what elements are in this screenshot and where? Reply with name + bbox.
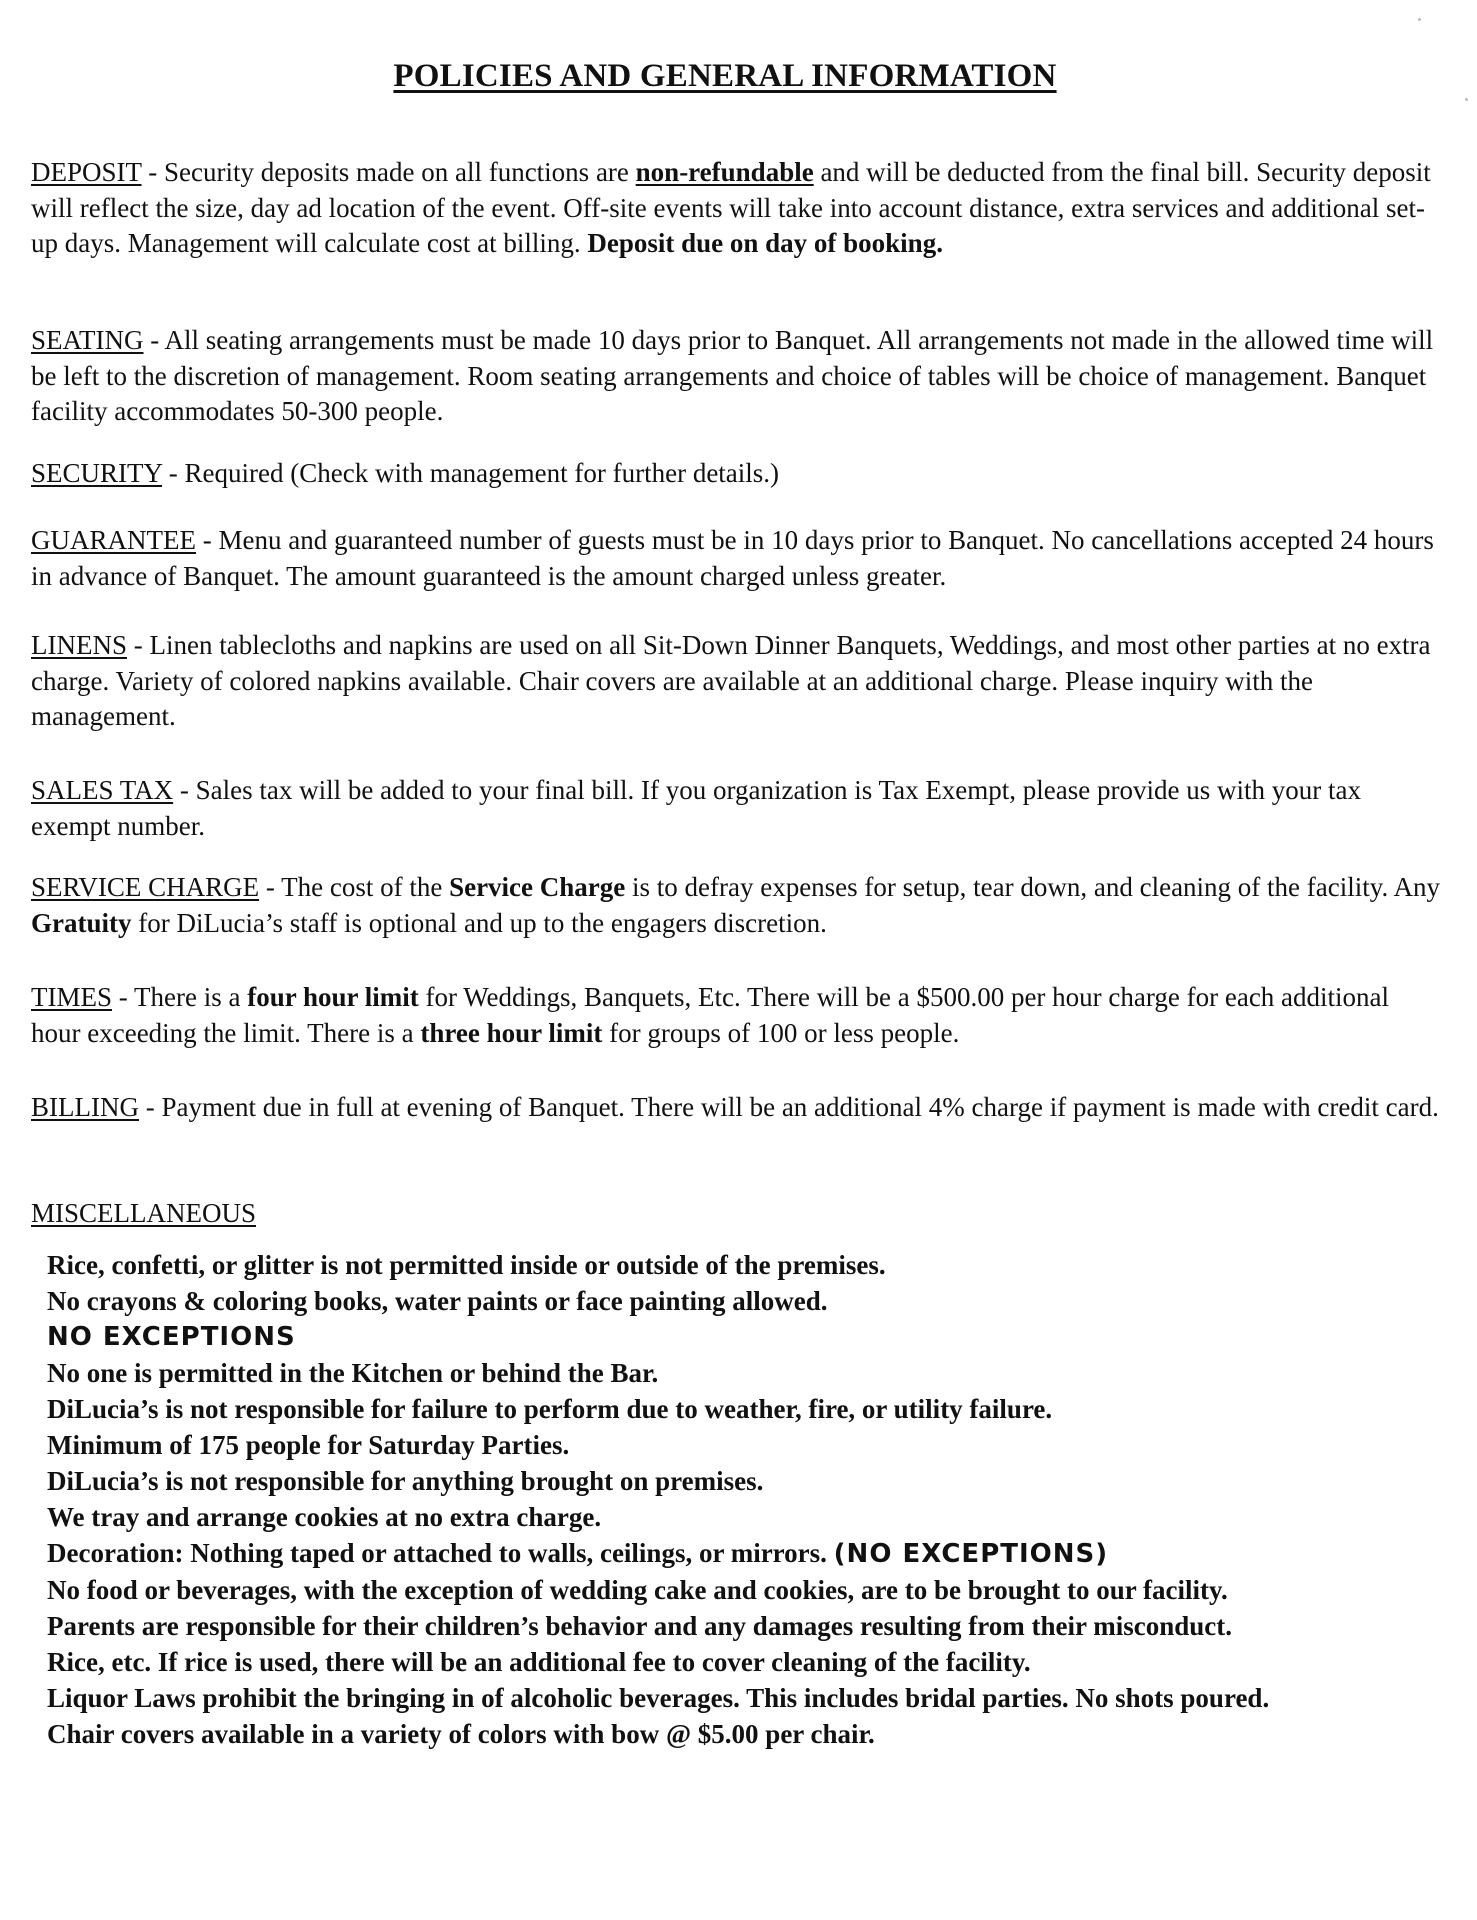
list-item: Rice, confetti, or glitter is not permitted inside or outside of the premises. xyxy=(47,1250,886,1280)
section-text: for Weddings, Banquets, Etc. There will be a $500.00 per hour charge for each additional hour exceeding the limit. There is a xyxy=(31,982,1390,1048)
section-seating xyxy=(31,323,1441,430)
section-heading-linens: LINENS xyxy=(31,630,127,660)
list-item: We tray and arrange cookies at no extra charge. xyxy=(47,1502,602,1532)
miscellaneous-list xyxy=(47,1247,1457,1752)
list-item: DiLucia’s is not responsible for failure to perform due to weather, fire, or utility failure. xyxy=(47,1394,1053,1424)
section-heading-seating: SEATING xyxy=(31,325,144,355)
section-text: - Menu and guaranteed number of guests must be in 10 days prior to Banquet. No cancellations accepted 24 hours in advance of Banquet. The amount guaranteed is the amount charged unless greater. xyxy=(31,525,1434,591)
section-heading-guarantee: GUARANTEE xyxy=(31,525,196,555)
section-heading-miscellaneous: MISCELLANEOUS xyxy=(31,1198,257,1228)
section-text: - Security deposits made on all functions are xyxy=(141,157,636,187)
service-charge-bold: Service Charge xyxy=(449,872,626,902)
list-item: Chair covers available in a variety of colors with bow @ $5.00 per chair. xyxy=(47,1719,875,1749)
section-service-charge xyxy=(31,870,1441,941)
section-guarantee xyxy=(31,523,1441,594)
section-text: - Sales tax will be added to your final bill. If you organization is Tax Exempt, please provide us with your tax exempt number. xyxy=(31,775,1361,841)
deposit-due-note: Deposit due on day of booking. xyxy=(587,228,943,258)
section-linens xyxy=(31,628,1441,735)
scan-speck xyxy=(1465,98,1468,101)
section-heading-billing: BILLING xyxy=(31,1092,139,1122)
section-text: - The cost of the xyxy=(259,872,450,902)
section-heading-sales-tax: SALES TAX xyxy=(31,775,174,805)
section-text: - All seating arrangements must be made 10 days prior to Banquet. All arrangements not made in the allowed time will be left to the discretion of management. Room seating arrangements and choice of tables will be choice of management. Banquet facility accommodates 50-300 people. xyxy=(31,325,1434,426)
list-item: Liquor Laws prohibit the bringing in of alcoholic beverages. This includes bridal parties. No shots poured. xyxy=(47,1683,1270,1713)
three-hour-limit-bold: three hour limit xyxy=(420,1017,603,1048)
section-text: and will be deducted from the final bill. Security deposit will reflect the size, day ad location of the event. Off-site events will take into account distance, extra services and additional set-up days. Management will calculate cost at billing. xyxy=(31,157,1431,258)
section-text: for DiLucia’s staff is optional and up to the engagers discretion. xyxy=(131,907,827,938)
list-item: No food or beverages, with the exception of wedding cake and cookies, are to be brought to our facility. xyxy=(47,1575,1228,1605)
gratuity-bold: Gratuity xyxy=(31,907,132,938)
no-exceptions-label: NO EXCEPTIONS xyxy=(47,1322,296,1352)
section-text: is to defray expenses for setup, tear down, and cleaning of the facility. Any xyxy=(625,872,1440,902)
scan-speck xyxy=(1418,18,1421,21)
section-sales-tax xyxy=(31,773,1441,844)
list-item-text: Decoration: Nothing taped or attached to walls, ceilings, or mirrors. xyxy=(47,1538,834,1568)
section-heading-service-charge: SERVICE CHARGE xyxy=(31,872,260,902)
section-text: - There is a xyxy=(112,982,248,1012)
section-text: for groups of 100 or less people. xyxy=(602,1017,960,1048)
section-heading-deposit: DEPOSIT xyxy=(31,157,142,187)
section-heading-times: TIMES xyxy=(31,982,112,1012)
section-billing xyxy=(31,1090,1441,1126)
four-hour-limit-bold: four hour limit xyxy=(247,982,419,1012)
section-text: - Required (Check with management for further details.) xyxy=(162,458,780,488)
section-text: - Payment due in full at evening of Banquet. There will be an additional 4% charge if payment is made with credit card. xyxy=(138,1092,1439,1122)
list-item: No crayons & coloring books, water paints or face painting allowed. xyxy=(47,1286,828,1316)
list-item: No one is permitted in the Kitchen or behind the Bar. xyxy=(47,1358,659,1388)
page-title: POLICIES AND GENERAL INFORMATION xyxy=(393,58,1057,94)
section-times xyxy=(31,980,1441,1051)
list-item: Minimum of 175 people for Saturday Parties. xyxy=(47,1430,570,1460)
non-refundable-emphasis: non-refundable xyxy=(635,157,814,187)
section-heading-security: SECURITY xyxy=(31,458,163,488)
list-item: DiLucia’s is not responsible for anything brought on premises. xyxy=(47,1466,764,1496)
no-exceptions-label: (NO EXCEPTIONS) xyxy=(833,1539,1109,1569)
list-item-decoration xyxy=(47,1535,1457,1572)
section-deposit xyxy=(31,155,1441,262)
section-text: - Linen tablecloths and napkins are used on all Sit-Down Dinner Banquets, Weddings, and most other parties at no extra charge. Variety of colored napkins available. Chair covers are available at an additional charge. Please inquiry with the management. xyxy=(31,630,1431,731)
list-item: Parents are responsible for their children’s behavior and any damages resulting from their misconduct. xyxy=(47,1611,1233,1641)
list-item: Rice, etc. If rice is used, there will be an additional fee to cover cleaning of the facility. xyxy=(47,1647,1031,1677)
section-security xyxy=(31,456,1441,492)
